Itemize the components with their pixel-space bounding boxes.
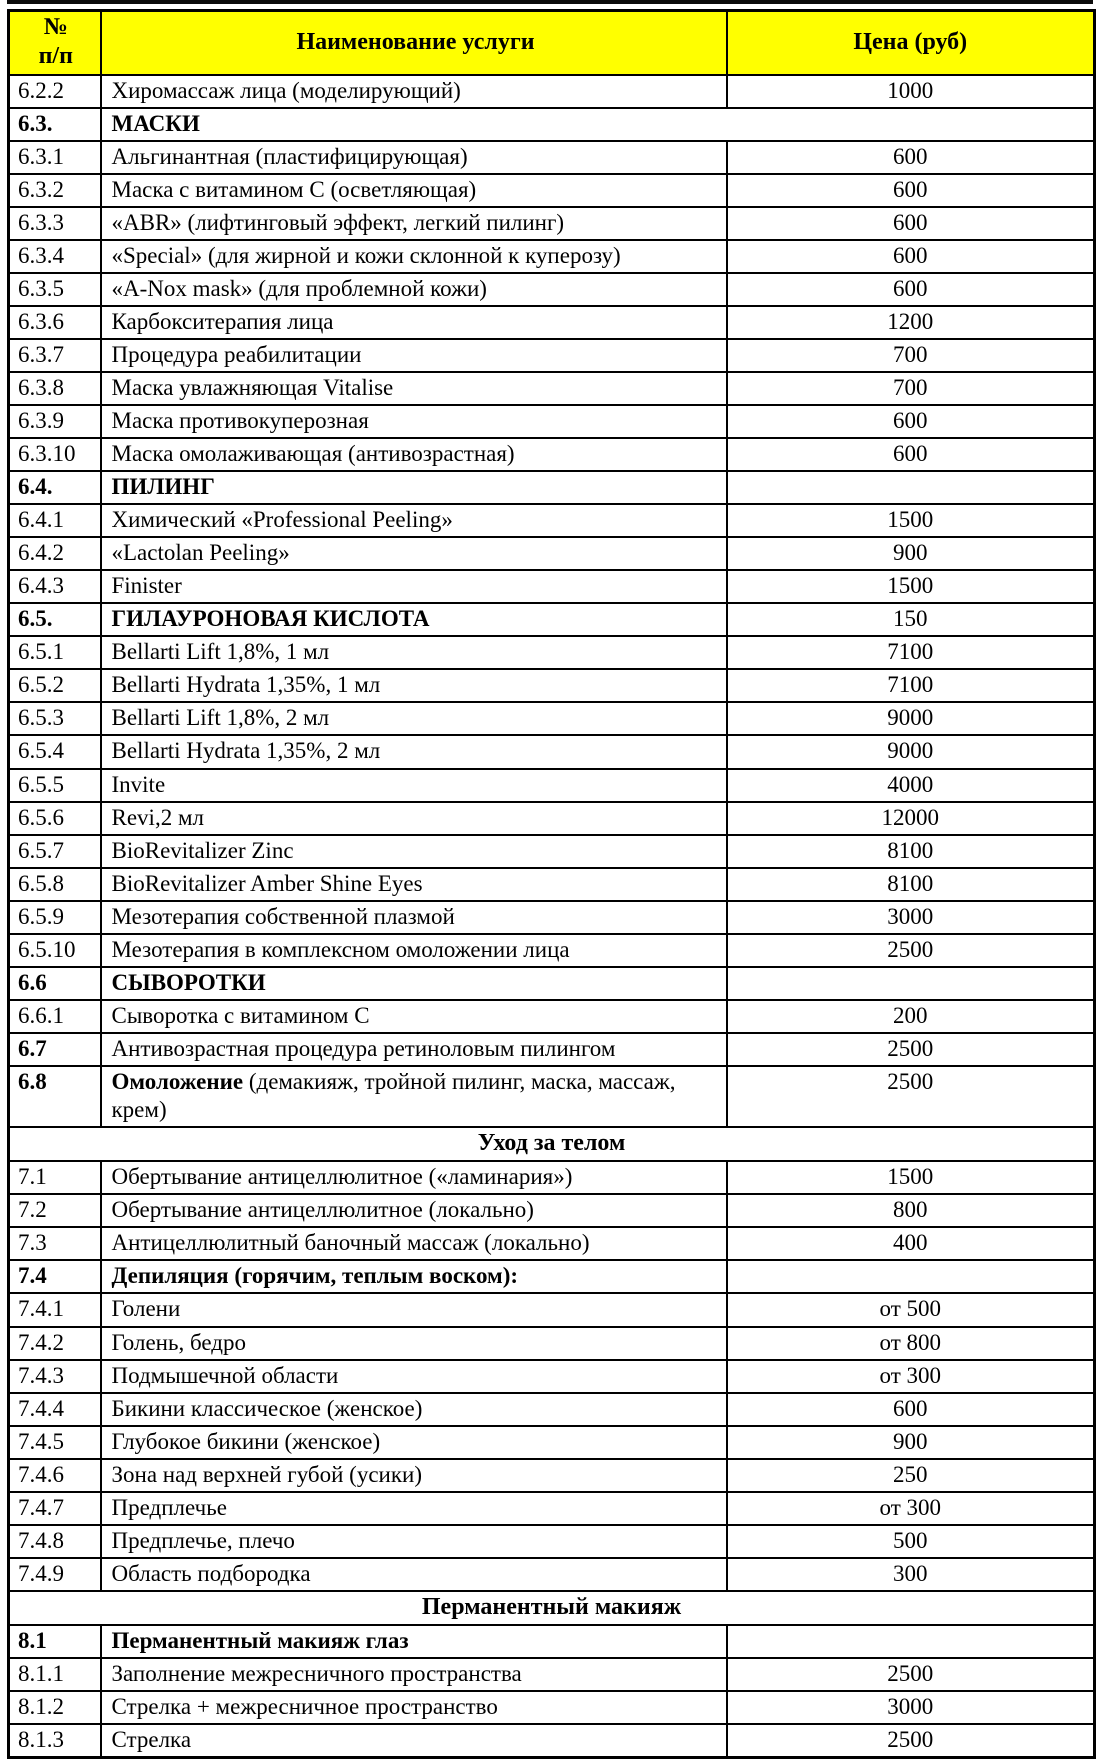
service-name-cell: «ABR» (лифтинговый эффект, легкий пилинг) [101, 207, 727, 240]
price-cell: 300 [727, 1558, 1095, 1591]
table-row [9, 967, 1095, 1000]
price-cell: 1500 [727, 504, 1095, 537]
price-cell: от 300 [727, 1360, 1095, 1393]
service-name-cell: Область подбородка [101, 1558, 727, 1591]
previous-table-edge [7, 0, 1093, 4]
table-row [9, 1227, 1095, 1260]
row-number-cell: 6.4. [9, 471, 101, 504]
price-cell: от 300 [727, 1492, 1095, 1525]
row-number-cell: 6.7 [9, 1033, 101, 1066]
row-number-cell: 7.2 [9, 1194, 101, 1227]
service-name-cell: Finister [101, 570, 727, 603]
service-name-cell: СЫВОРОТКИ [101, 967, 727, 1000]
service-name-cell: Альгинантная (пластифицирующая) [101, 141, 727, 174]
row-number-cell: 6.3.1 [9, 141, 101, 174]
service-name-cell: BioRevitalizer Zinc [101, 835, 727, 868]
price-cell [727, 1625, 1095, 1658]
table-row [9, 603, 1095, 636]
price-cell: 12000 [727, 802, 1095, 835]
service-name-cell: Обертывание антицеллюлитное («ламинария») [101, 1161, 727, 1194]
service-name-cell: «Special» (для жирной и кожи склонной к куперозу) [101, 240, 727, 273]
service-name-cell: Омоложение (демакияж, тройной пилинг, маска, массаж, крем) [101, 1066, 727, 1127]
price-cell: 600 [727, 141, 1095, 174]
service-name-cell: Revi,2 мл [101, 802, 727, 835]
table-row [9, 1724, 1095, 1758]
price-cell: 1000 [727, 75, 1095, 108]
row-number-cell: 6.3.8 [9, 372, 101, 405]
price-cell: 900 [727, 1426, 1095, 1459]
service-name-cell: Маска с витамином С (осветляющая) [101, 174, 727, 207]
table-row [9, 537, 1095, 570]
service-name-cell: Голень, бедро [101, 1327, 727, 1360]
row-number-cell: 7.4.7 [9, 1492, 101, 1525]
table-row [9, 1426, 1095, 1459]
price-cell: 3000 [727, 1691, 1095, 1724]
row-number-cell: 6.3.3 [9, 207, 101, 240]
table-row [9, 1260, 1095, 1293]
service-name-cell: ГИЛАУРОНОВАЯ КИСЛОТА [101, 603, 727, 636]
service-name-cell: Стрелка [101, 1724, 727, 1758]
column-header-number-line2: п/п [38, 43, 73, 70]
table-row [9, 339, 1095, 372]
table-row [9, 802, 1095, 835]
row-number-cell: 8.1.2 [9, 1691, 101, 1724]
table-row [9, 504, 1095, 537]
column-header-number-line1: № [43, 14, 68, 40]
row-number-cell: 6.5. [9, 603, 101, 636]
row-number-cell: 6.3.10 [9, 438, 101, 471]
row-number-cell: 7.4.9 [9, 1558, 101, 1591]
service-name-cell: Бикини классическое (женское) [101, 1393, 727, 1426]
price-cell: 600 [727, 207, 1095, 240]
category-title: Уход за телом [9, 1127, 1095, 1161]
service-name-cell: ПИЛИНГ [101, 471, 727, 504]
service-name-cell: Перманентный макияж глаз [101, 1625, 727, 1658]
table-row [9, 438, 1095, 471]
service-name-cell: Депиляция (горячим, теплым воском): [101, 1260, 727, 1293]
price-cell: 2500 [727, 934, 1095, 967]
table-row [9, 1525, 1095, 1558]
table-row [9, 1691, 1095, 1724]
service-name-cell: Голени [101, 1293, 727, 1326]
price-cell: от 500 [727, 1293, 1095, 1326]
service-name-cell: Процедура реабилитации [101, 339, 727, 372]
service-name-cell: Обертывание антицеллюлитное (локально) [101, 1194, 727, 1227]
row-number-cell: 6.3.4 [9, 240, 101, 273]
table-row [9, 471, 1095, 504]
service-name-cell: Антицеллюлитный баночный массаж (локально) [101, 1227, 727, 1260]
price-table [7, 9, 1096, 1759]
price-cell: 8100 [727, 868, 1095, 901]
service-name-cell: Bellarti Hydrata 1,35%, 2 мл [101, 735, 727, 768]
row-number-cell: 7.4.8 [9, 1525, 101, 1558]
table-row [9, 669, 1095, 702]
service-name-bold-part: Омоложение [111, 1068, 244, 1094]
table-row [9, 372, 1095, 405]
price-cell: 1200 [727, 306, 1095, 339]
service-name-cell: Bellarti Lift 1,8%, 1 мл [101, 636, 727, 669]
price-cell: 900 [727, 537, 1095, 570]
price-cell: 8100 [727, 835, 1095, 868]
price-cell [727, 967, 1095, 1000]
price-cell: 600 [727, 438, 1095, 471]
service-name-cell: Invite [101, 769, 727, 802]
price-cell: 200 [727, 1000, 1095, 1033]
table-row [9, 636, 1095, 669]
table-row [9, 702, 1095, 735]
price-cell: 600 [727, 405, 1095, 438]
service-name-cell: Bellarti Hydrata 1,35%, 1 мл [101, 669, 727, 702]
row-number-cell: 8.1 [9, 1625, 101, 1658]
row-number-cell: 6.5.8 [9, 868, 101, 901]
service-name-cell: Заполнение межресничного пространства [101, 1658, 727, 1691]
row-number-cell: 6.4.3 [9, 570, 101, 603]
column-header-price: Цена (руб) [727, 11, 1095, 75]
table-row [9, 1194, 1095, 1227]
row-number-cell: 6.5.10 [9, 934, 101, 967]
service-name-cell: Химический «Professional Peeling» [101, 504, 727, 537]
row-number-cell: 6.3. [9, 108, 101, 141]
table-row [9, 174, 1095, 207]
price-cell: 2500 [727, 1724, 1095, 1758]
service-name-cell: Предплечье, плечо [101, 1525, 727, 1558]
service-name-cell: Мезотерапия в комплексном омоложении лица [101, 934, 727, 967]
row-number-cell: 7.4.4 [9, 1393, 101, 1426]
service-name-cell: Мезотерапия собственной плазмой [101, 901, 727, 934]
table-row [9, 1161, 1095, 1194]
table-row [9, 75, 1095, 108]
table-row [9, 901, 1095, 934]
table-row [9, 1591, 1095, 1625]
row-number-cell: 6.3.5 [9, 273, 101, 306]
price-cell: 250 [727, 1459, 1095, 1492]
row-number-cell: 6.4.2 [9, 537, 101, 570]
price-cell: 150 [727, 603, 1095, 636]
row-number-cell: 7.3 [9, 1227, 101, 1260]
row-number-cell: 8.1.1 [9, 1658, 101, 1691]
price-cell: 7100 [727, 636, 1095, 669]
table-row [9, 306, 1095, 339]
table-row [9, 1459, 1095, 1492]
row-number-cell: 7.4 [9, 1260, 101, 1293]
row-number-cell: 6.3.7 [9, 339, 101, 372]
row-number-cell: 6.5.6 [9, 802, 101, 835]
table-row [9, 868, 1095, 901]
row-number-cell: 6.5.1 [9, 636, 101, 669]
service-name-cell: Карбокситерапия лица [101, 306, 727, 339]
service-name-cell: «A-Nox mask» (для проблемной кожи) [101, 273, 727, 306]
column-header-service: Наименование услуги [101, 11, 727, 75]
row-number-cell: 7.4.1 [9, 1293, 101, 1326]
table-row [9, 1293, 1095, 1326]
table-row [9, 405, 1095, 438]
row-number-cell: 8.1.3 [9, 1724, 101, 1758]
row-number-cell: 6.8 [9, 1066, 101, 1127]
price-cell: 7100 [727, 669, 1095, 702]
table-row [9, 570, 1095, 603]
table-row [9, 1066, 1095, 1127]
price-cell: 4000 [727, 769, 1095, 802]
row-number-cell: 7.4.6 [9, 1459, 101, 1492]
service-name-cell: BioRevitalizer Amber Shine Eyes [101, 868, 727, 901]
row-number-cell: 6.3.2 [9, 174, 101, 207]
table-row [9, 1558, 1095, 1591]
row-number-cell: 6.5.2 [9, 669, 101, 702]
price-cell [727, 471, 1095, 504]
table-row [9, 1033, 1095, 1066]
price-cell: 2500 [727, 1033, 1095, 1066]
service-name-cell: Предплечье [101, 1492, 727, 1525]
service-name-cell: Маска омолаживающая (антивозрастная) [101, 438, 727, 471]
price-cell: 9000 [727, 735, 1095, 768]
row-number-cell: 6.3.9 [9, 405, 101, 438]
price-cell: 2500 [727, 1066, 1095, 1127]
price-cell: 9000 [727, 702, 1095, 735]
service-name-cell: Антивозрастная процедура ретиноловым пилингом [101, 1033, 727, 1066]
table-row [9, 141, 1095, 174]
price-cell [727, 1260, 1095, 1293]
table-row [9, 1327, 1095, 1360]
table-row [9, 273, 1095, 306]
row-number-cell: 6.4.1 [9, 504, 101, 537]
price-cell: 600 [727, 174, 1095, 207]
table-row [9, 207, 1095, 240]
service-name-cell: Сыворотка с витамином С [101, 1000, 727, 1033]
price-cell: 700 [727, 372, 1095, 405]
service-name-cell: Стрелка + межресничное пространство [101, 1691, 727, 1724]
table-row [9, 1492, 1095, 1525]
service-name-cell: Хиромассаж лица (моделирующий) [101, 75, 727, 108]
service-name-cell: Маска увлажняющая Vitalise [101, 372, 727, 405]
price-cell: 1500 [727, 1161, 1095, 1194]
price-cell: 400 [727, 1227, 1095, 1260]
price-cell: 500 [727, 1525, 1095, 1558]
service-name-cell: МАСКИ [101, 108, 1095, 141]
table-row [9, 240, 1095, 273]
table-row [9, 934, 1095, 967]
row-number-cell: 6.5.7 [9, 835, 101, 868]
table-row [9, 1625, 1095, 1658]
service-name-cell: Маска противокуперозная [101, 405, 727, 438]
table-row [9, 108, 1095, 141]
row-number-cell: 6.6 [9, 967, 101, 1000]
price-cell: 600 [727, 1393, 1095, 1426]
row-number-cell: 6.3.6 [9, 306, 101, 339]
row-number-cell: 7.4.2 [9, 1327, 101, 1360]
service-name-cell: Bellarti Lift 1,8%, 2 мл [101, 702, 727, 735]
price-cell: от 800 [727, 1327, 1095, 1360]
table-row [9, 1000, 1095, 1033]
table-row [9, 835, 1095, 868]
table-row [9, 1658, 1095, 1691]
price-cell: 700 [727, 339, 1095, 372]
price-cell: 3000 [727, 901, 1095, 934]
table-row [9, 1393, 1095, 1426]
table-row [9, 735, 1095, 768]
row-number-cell: 6.5.4 [9, 735, 101, 768]
table-header-row [9, 11, 1095, 75]
price-cell: 600 [727, 240, 1095, 273]
service-name-cell: Подмышечной области [101, 1360, 727, 1393]
row-number-cell: 6.5.9 [9, 901, 101, 934]
price-table-body [9, 75, 1095, 1758]
service-name-cell: «Lactolan Peeling» [101, 537, 727, 570]
row-number-cell: 6.6.1 [9, 1000, 101, 1033]
service-name-cell: Глубокое бикини (женское) [101, 1426, 727, 1459]
column-header-number [9, 11, 101, 75]
price-cell: 2500 [727, 1658, 1095, 1691]
category-title: Перманентный макияж [9, 1591, 1095, 1625]
table-row [9, 1127, 1095, 1161]
row-number-cell: 7.4.5 [9, 1426, 101, 1459]
table-row [9, 1360, 1095, 1393]
row-number-cell: 6.5.5 [9, 769, 101, 802]
row-number-cell: 7.1 [9, 1161, 101, 1194]
row-number-cell: 7.4.3 [9, 1360, 101, 1393]
price-cell: 600 [727, 273, 1095, 306]
table-row [9, 769, 1095, 802]
row-number-cell: 6.2.2 [9, 75, 101, 108]
row-number-cell: 6.5.3 [9, 702, 101, 735]
price-cell: 800 [727, 1194, 1095, 1227]
price-cell: 1500 [727, 570, 1095, 603]
service-name-cell: Зона над верхней губой (усики) [101, 1459, 727, 1492]
